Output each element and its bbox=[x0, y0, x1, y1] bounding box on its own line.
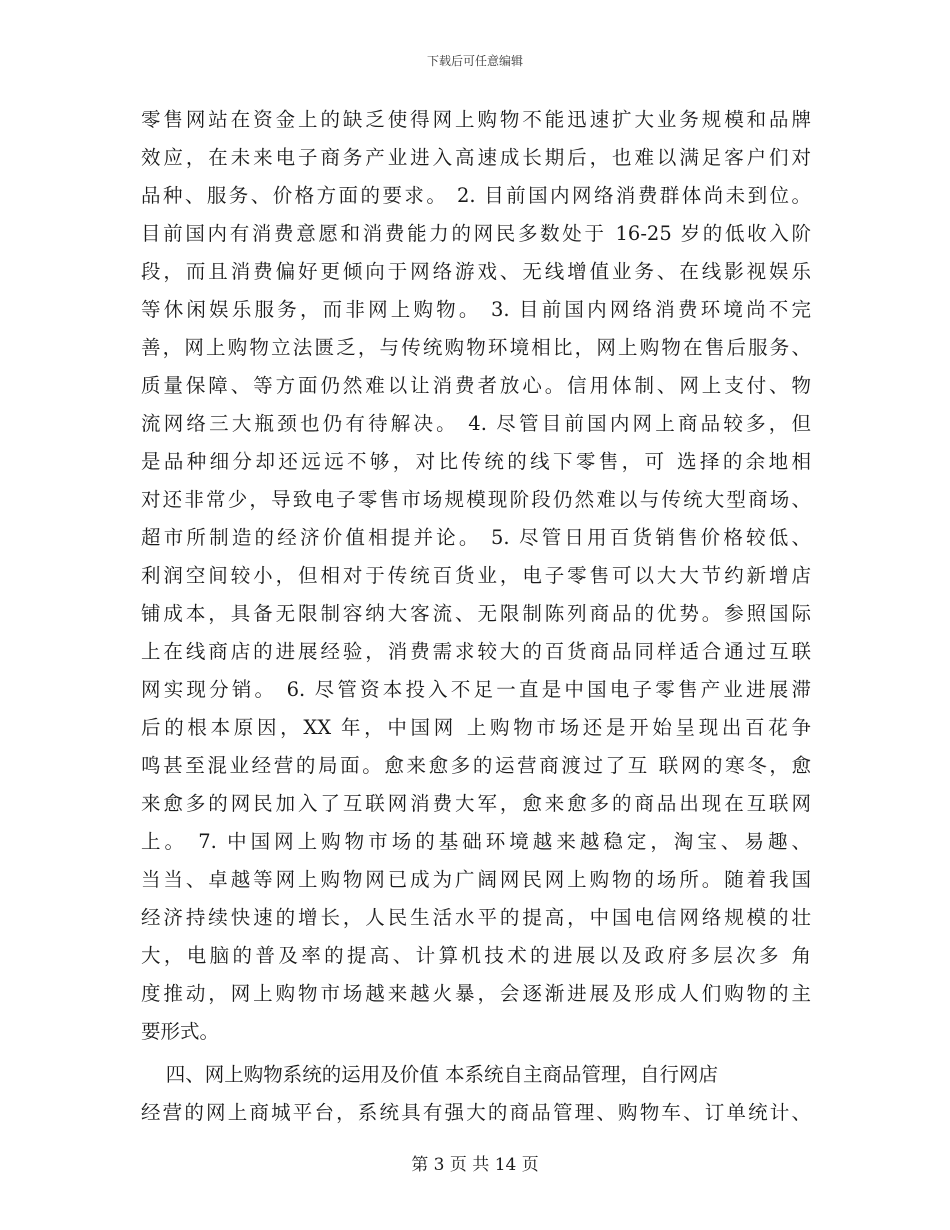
text-line: 效应，在未来电子商务产业进入高速成长期后，也难以满足客户们对 bbox=[141, 146, 811, 169]
text-line: 四、网上购物系统的运用及价值 本系统自主商品管理，自行网店 bbox=[141, 1063, 718, 1086]
text-line: 来愈多的网民加入了互联网消费大军，愈来愈多的商品出现在互联网 bbox=[141, 792, 811, 815]
text-line: 大，电脑的普及率的提高、计算机技术的进展以及政府多层次多 角 bbox=[141, 944, 811, 967]
document-body bbox=[141, 101, 811, 1132]
text-line: 对还非常少，导致电子零售市场规模现阶段仍然难以与传统大型商场、 bbox=[141, 488, 811, 511]
text-line: 流网络三大瓶颈也仍有待解决。 4. 尽管目前国内网上商品较多，但 bbox=[141, 412, 811, 435]
page-header: 下载后可任意编辑 bbox=[426, 54, 523, 68]
text-line: 铺成本，具备无限制容纳大客流、无限制陈列商品的优势。参照国际 bbox=[141, 602, 811, 625]
paragraph-1 bbox=[141, 101, 811, 1051]
text-line: 网实现分销。 6. 尽管资本投入不足一直是中国电子零售产业进展滞 bbox=[141, 678, 811, 701]
text-line: 是品种细分却还远远不够，对比传统的线下零售，可 选择的余地相 bbox=[141, 450, 811, 473]
text-line: 上在线商店的进展经验，消费需求较大的百货商品同样适合通过互联 bbox=[141, 640, 811, 663]
text-line: 要形式。 bbox=[141, 1020, 220, 1043]
text-line: 度推动，网上购物市场越来越火暴，会逐渐进展及形成人们购物的主 bbox=[141, 982, 811, 1005]
text-line: 品种、服务、价格方面的要求。 2. 目前国内网络消费群体尚未到位。 bbox=[141, 184, 811, 207]
text-line: 超市所制造的经济价值相提并论。 5. 尽管日用百货销售价格较低、 bbox=[141, 526, 811, 549]
text-line: 质量保障、等方面仍然难以让消费者放心。信用体制、网上支付、物 bbox=[141, 374, 811, 397]
text-line: 段，而且消费偏好更倾向于网络游戏、无线增值业务、在线影视娱乐 bbox=[141, 260, 811, 283]
text-line: 当当、卓越等网上购物网已成为广阔网民网上购物的场所。随着我国 bbox=[141, 868, 811, 891]
text-line: 鸣甚至混业经营的局面。愈来愈多的运营商渡过了互 联网的寒冬，愈 bbox=[141, 754, 811, 777]
text-line: 利润空间较小，但相对于传统百货业，电子零售可以大大节约新增店 bbox=[141, 564, 811, 587]
text-line: 后的根本原因，XX 年，中国网 上购物市场还是开始呈现出百花争 bbox=[141, 716, 811, 739]
paragraph-2 bbox=[141, 1056, 811, 1132]
text-line: 等休闲娱乐服务，而非网上购物。 3. 目前国内网络消费环境尚不完 bbox=[141, 298, 811, 321]
text-line: 上。 7. 中国网上购物市场的基础环境越来越稳定，淘宝、易趣、 bbox=[141, 830, 811, 853]
text-line: 经济持续快速的增长，人民生活水平的提高，中国电信网络规模的壮 bbox=[141, 906, 811, 929]
text-line: 经营的网上商城平台，系统具有强大的商品管理、购物车、订单统计、 bbox=[141, 1101, 811, 1124]
page-number-footer: 第 3 页 共 14 页 bbox=[411, 1155, 539, 1175]
text-line: 零售网站在资金上的缺乏使得网上购物不能迅速扩大业务规模和品牌 bbox=[141, 108, 811, 131]
text-line: 目前国内有消费意愿和消费能力的网民多数处于 16-25 岁的低收入阶 bbox=[141, 222, 811, 245]
text-line: 善，网上购物立法匮乏，与传统购物环境相比，网上购物在售后服务、 bbox=[141, 336, 811, 359]
